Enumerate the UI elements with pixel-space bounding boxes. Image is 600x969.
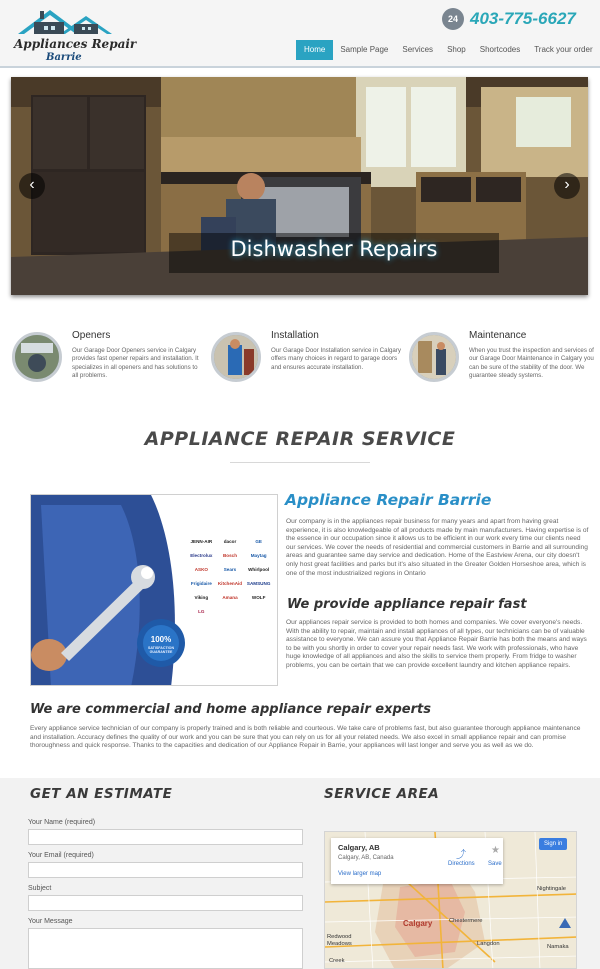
logo-title: Appliances Repair <box>14 37 137 51</box>
hero-slider[interactable] <box>11 77 588 295</box>
brand-logo: Frigidaire <box>190 581 212 586</box>
map-label-chestermere: Chestermere <box>449 918 483 924</box>
map-address: Calgary, AB, Canada <box>338 855 394 861</box>
fast-repair-title: We provide appliance repair fast <box>287 597 527 612</box>
brand-logo: Electrolux <box>190 553 213 558</box>
brand-logo: KitchenAid <box>217 581 243 586</box>
feature-text: When you trust the inspection and services of our Garage Door Maintenance in Calgary you can be sure of the stability of the door. We guarantee steady systems. <box>469 347 594 380</box>
directions-icon[interactable]: ⤴ <box>456 850 466 861</box>
map-info-card <box>331 838 503 884</box>
phone-24h-icon: 24 <box>442 8 464 30</box>
name-label: Your Name (required) <box>28 819 96 826</box>
brand-logo: Whirlpool <box>248 567 270 572</box>
feature-installation <box>211 330 401 390</box>
about-text: Our company is in the appliances repair business for many years and apart from having great experience, it is also knowledgeable of all products made by main manufacturers. Having expertise is of the essence in our occupation since it allows us to be efficient in our work every time our clients need our services. We cover the needs of residential and commercial customers in Barrie and all surrounding areas and guarantee same day service and dedication. Home of the Eastview Arena, our city doesn't only host great facilities and parks but it's also situated in the Greater Golden Horseshoe area, which is one of the most industrialized regions in Ontario <box>286 518 589 577</box>
fast-repair-text: Our appliances repair service is provided to both homes and companies. We cover everyone's needs. With the ability to repair, maintain and install appliances of all types, our technicians can be of valuable assistance to everyone. We can assure you that Appliance Repair Barrie has both the means and ways to be with you shortly in order to cover your repair needs fast. We work with professionals, who have huge knowledge of all appliances and also the skills to service them properly. From fridge to washer problems, you can be certain that we can provide excellent laundry and kitchen appliance repairs. <box>286 619 587 669</box>
estimate-heading: GET AN ESTIMATE <box>30 786 173 802</box>
nav-item-track-order[interactable]: Track your order <box>534 45 593 54</box>
nav-item-sample-page[interactable]: Sample Page <box>340 45 389 54</box>
brand-logo: WOLF <box>251 595 266 600</box>
email-input[interactable] <box>28 862 303 878</box>
map-label-calgary: Calgary <box>403 919 433 928</box>
feature-maintenance <box>409 330 599 390</box>
about-title: Appliance Repair Barrie <box>285 491 492 509</box>
guarantee-badge-text: 100% <box>150 635 172 644</box>
save-link[interactable]: Save <box>488 861 502 867</box>
message-textarea[interactable] <box>28 928 303 969</box>
nav-item-shortcodes[interactable]: Shortcodes <box>479 45 521 54</box>
brand-logo: ASKO <box>194 567 208 572</box>
service-area-map[interactable] <box>324 831 577 969</box>
star-icon[interactable]: ★ <box>491 845 500 856</box>
directions-link[interactable]: Directions <box>448 861 475 867</box>
brand-logo: Sears <box>223 567 237 572</box>
feature-title: Installation <box>271 330 319 341</box>
map-label-langdon: Langdon <box>477 941 500 947</box>
service-area-heading: SERVICE AREA <box>324 786 440 802</box>
appliance-brands-image <box>30 494 278 686</box>
phone-number[interactable]: 403-775-6627 <box>470 9 576 28</box>
brand-logo: JENN-AIR <box>190 539 213 544</box>
map-label-redwood: Redwood Meadows <box>327 934 352 947</box>
section-divider <box>230 462 370 463</box>
map-place-name: Calgary, AB <box>338 843 380 852</box>
brand-logo: Bosch <box>222 553 238 558</box>
feature-text: Our Garage Door Installation service in Calgary offers many choices in regard to garage doors and ensures accurate installation. <box>271 347 401 371</box>
house-logo-icon <box>12 4 122 38</box>
brand-logo-grid <box>187 539 273 614</box>
brand-logo: Maytag <box>250 553 267 558</box>
map-label-nightingale: Nightingale <box>537 886 567 892</box>
brand-logo: Amana <box>222 595 238 600</box>
site-header <box>0 0 600 68</box>
chevron-right-icon[interactable]: › <box>554 173 580 199</box>
subject-label: Subject <box>28 885 52 892</box>
feature-text: Our Garage Door Openers service in Calgary provides fast opener repairs and installation. It specializes in all openers and has solutions to all problems. <box>72 347 199 380</box>
main-nav <box>296 40 600 60</box>
logo-subtitle: Barrie <box>46 52 82 63</box>
brand-logo: dacor <box>223 539 237 544</box>
hero-caption: Dishwasher Repairs <box>230 237 438 261</box>
nav-item-services[interactable]: Services <box>402 45 434 54</box>
maintenance-photo <box>409 332 459 382</box>
feature-title: Maintenance <box>469 330 527 341</box>
email-label: Your Email (required) <box>28 852 94 859</box>
feature-openers <box>12 330 202 390</box>
nav-item-home[interactable]: Home <box>296 40 333 60</box>
openers-photo <box>12 332 62 382</box>
feature-title: Openers <box>72 330 111 341</box>
map-label-namaka: Namaka <box>547 944 569 950</box>
subject-input[interactable] <box>28 895 303 911</box>
brand-logo: LG <box>198 609 205 614</box>
chevron-left-icon[interactable]: ‹ <box>19 173 45 199</box>
view-larger-map-link[interactable]: View larger map <box>338 871 382 877</box>
section-heading: APPLIANCE REPAIR SERVICE <box>144 428 456 450</box>
commercial-text: Every appliance service technician of our company is properly trained and is both reliable and courteous. We take care of problems fast, but also guarantee thorough appliance maintenance and installation. Accuracy defines the quality of our work and you can be sure that you can rely on us for all your related needs. We also excel in small appliance repair and can promise thoroughness and quick response. Thanks to the capacities and dedication of our Appliance Repair in Barrie, your appliances will last longer and serve you as well as we do. <box>30 725 581 750</box>
sign-in-button[interactable]: Sign in <box>539 838 567 850</box>
brand-logo: SAMSUNG <box>246 581 271 586</box>
brand-logo: GE <box>255 539 262 544</box>
guarantee-badge-caption: SATISFACTION GUARANTEE <box>147 646 175 654</box>
commercial-title: We are commercial and home appliance repair experts <box>30 702 431 717</box>
name-input[interactable] <box>28 829 303 845</box>
brand-logo: Viking <box>194 595 209 600</box>
message-label: Your Message <box>28 918 73 925</box>
map-label-creek: Creek <box>329 958 345 964</box>
site-logo[interactable] <box>12 4 137 64</box>
nav-item-shop[interactable]: Shop <box>447 45 466 54</box>
installation-photo <box>211 332 261 382</box>
